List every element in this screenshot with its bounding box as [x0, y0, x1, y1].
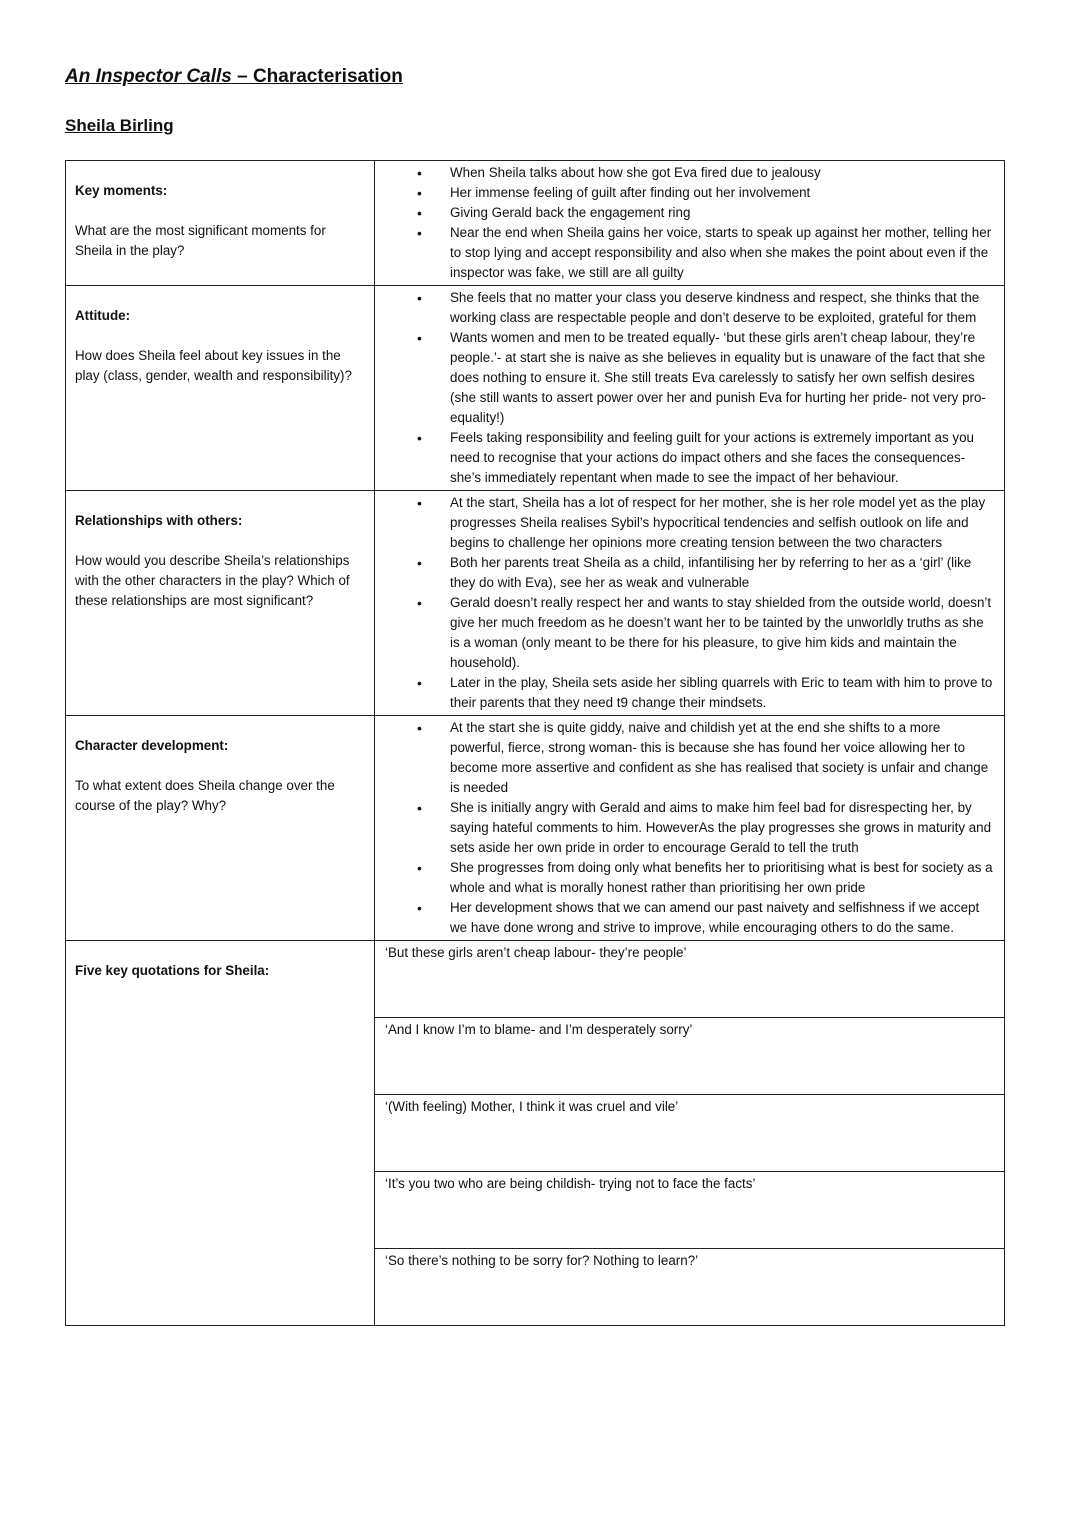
quotation-cell	[375, 1095, 1005, 1172]
bullet-point: • Wants women and men to be treated equally- ‘but these girls aren’t cheap labour, they’re people.’- at start she is naive as she believes in equality but is unaware of the fact that she does nothing to ensure it. She still treats Eva carelessly to satisfy her own selfish desires (she still wants to assert power over her and punish Eva for hurting her pride- not very pro-equality!)	[375, 328, 994, 428]
section-prompt-cell	[66, 716, 375, 941]
play-title: An Inspector Calls	[65, 66, 232, 87]
quotations-prompt-cell	[66, 941, 375, 1326]
bullet-point: • Feels taking responsibility and feeling guilt for your actions is extremely important as you need to recognise that your actions do impact others and she faces the consequences- she’s immediately repentant when made to see the impact of her behaviour.	[375, 428, 994, 488]
quotation-text: ‘But these girls aren’t cheap labour- they’re people’	[385, 945, 687, 960]
title-suffix: – Characterisation	[231, 66, 403, 87]
section-answer-cell	[375, 286, 1005, 491]
section-question: How would you describe Sheila’s relationships with the other characters in the play? Which of these relationships are most significant?	[75, 553, 350, 608]
section-answer-cell	[375, 161, 1005, 286]
quotation-cell	[375, 1172, 1005, 1249]
bullet-list	[375, 491, 1004, 715]
quotation-text: ‘It’s you two who are being childish- trying not to face the facts’	[385, 1176, 756, 1191]
bullet-point: • Giving Gerald back the engagement ring	[375, 203, 994, 223]
bullet-point: • At the start she is quite giddy, naive and childish yet at the end she shifts to a more powerful, fierce, strong woman- this is because she has found her voice allowing her to become more assertive and confident as she has realised that society is unfair and change is needed	[375, 718, 994, 798]
bullet-point: • Gerald doesn’t really respect her and wants to stay shielded from the outside world, doesn’t give her much freedom as he doesn’t want her to be tainted by the unworldly truths as she is a woman (only meant to be there for his pleasure, to give him kids and maintain the household).	[375, 593, 994, 673]
characterisation-table	[65, 160, 1005, 1326]
quotation-cell	[375, 941, 1005, 1018]
bullet-list	[375, 286, 1004, 490]
section-row-attitude	[66, 286, 1005, 491]
section-label: Character development:	[75, 738, 229, 753]
section-label: Attitude:	[75, 308, 131, 323]
quotation-cell	[375, 1249, 1005, 1326]
quotation-text: ‘So there’s nothing to be sorry for? Nothing to learn?’	[385, 1253, 699, 1268]
section-question: What are the most significant moments for Sheila in the play?	[75, 223, 326, 258]
bullet-point: • Both her parents treat Sheila as a child, infantilising her by referring to her as a ‘girl’ (like they do with Eva), see her as weak and vulnerable	[375, 553, 994, 593]
document-title	[65, 66, 403, 88]
quotation-text: ‘(With feeling) Mother, I think it was cruel and vile’	[385, 1099, 679, 1114]
section-row-key-moments	[66, 161, 1005, 286]
section-row-development	[66, 716, 1005, 941]
section-label: Key moments:	[75, 183, 168, 198]
quotation-cell	[375, 1018, 1005, 1095]
section-row-relationships	[66, 491, 1005, 716]
bullet-point: • She is initially angry with Gerald and aims to make him feel bad for disrespecting her, by saying hateful comments to him. HoweverAs the play progresses she grows in maturity and sets aside her own pride in order to encourage Gerald to tell the truth	[375, 798, 994, 858]
bullet-point: • At the start, Sheila has a lot of respect for her mother, she is her role model yet as the play progresses Sheila realises Sybil’s hypocritical tendencies and selfish outlook on life and begins to challenge her opinions more creating tension between the two characters	[375, 493, 994, 553]
quotations-label: Five key quotations for Sheila:	[75, 963, 270, 978]
quotation-row	[66, 941, 1005, 1018]
section-prompt-cell	[66, 161, 375, 286]
character-heading: Sheila Birling	[65, 116, 174, 135]
bullet-list	[375, 716, 1004, 940]
section-answer-cell	[375, 491, 1005, 716]
bullet-point: • She progresses from doing only what benefits her to prioritising what is best for society as a whole and what is morally honest rather than prioritising her own pride	[375, 858, 994, 898]
section-prompt-cell	[66, 491, 375, 716]
bullet-point: • When Sheila talks about how she got Eva fired due to jealousy	[375, 163, 994, 183]
quotation-text: ‘And I know I’m to blame- and I’m desperately sorry’	[385, 1022, 693, 1037]
bullet-point: • She feels that no matter your class you deserve kindness and respect, she thinks that the working class are respectable people and don’t deserve to be exploited, grateful for them	[375, 288, 994, 328]
bullet-point: • Near the end when Sheila gains her voice, starts to speak up against her mother, telling her to stop lying and accept responsibility and also when she makes the point about even if the inspector was fake, we still are all guilty	[375, 223, 994, 283]
bullet-list	[375, 161, 1004, 285]
bullet-point: • Later in the play, Sheila sets aside her sibling quarrels with Eric to team with him to prove to their parents that they need t9 change their mindsets.	[375, 673, 994, 713]
section-label: Relationships with others:	[75, 513, 243, 528]
section-question: How does Sheila feel about key issues in the play (class, gender, wealth and responsibility)?	[75, 348, 352, 383]
bullet-point: • Her immense feeling of guilt after finding out her involvement	[375, 183, 994, 203]
bullet-point: • Her development shows that we can amend our past naivety and selfishness if we accept we have done wrong and strive to improve, while encouraging others to do the same.	[375, 898, 994, 938]
section-prompt-cell	[66, 286, 375, 491]
section-answer-cell	[375, 716, 1005, 941]
section-question: To what extent does Sheila change over the course of the play? Why?	[75, 778, 335, 813]
